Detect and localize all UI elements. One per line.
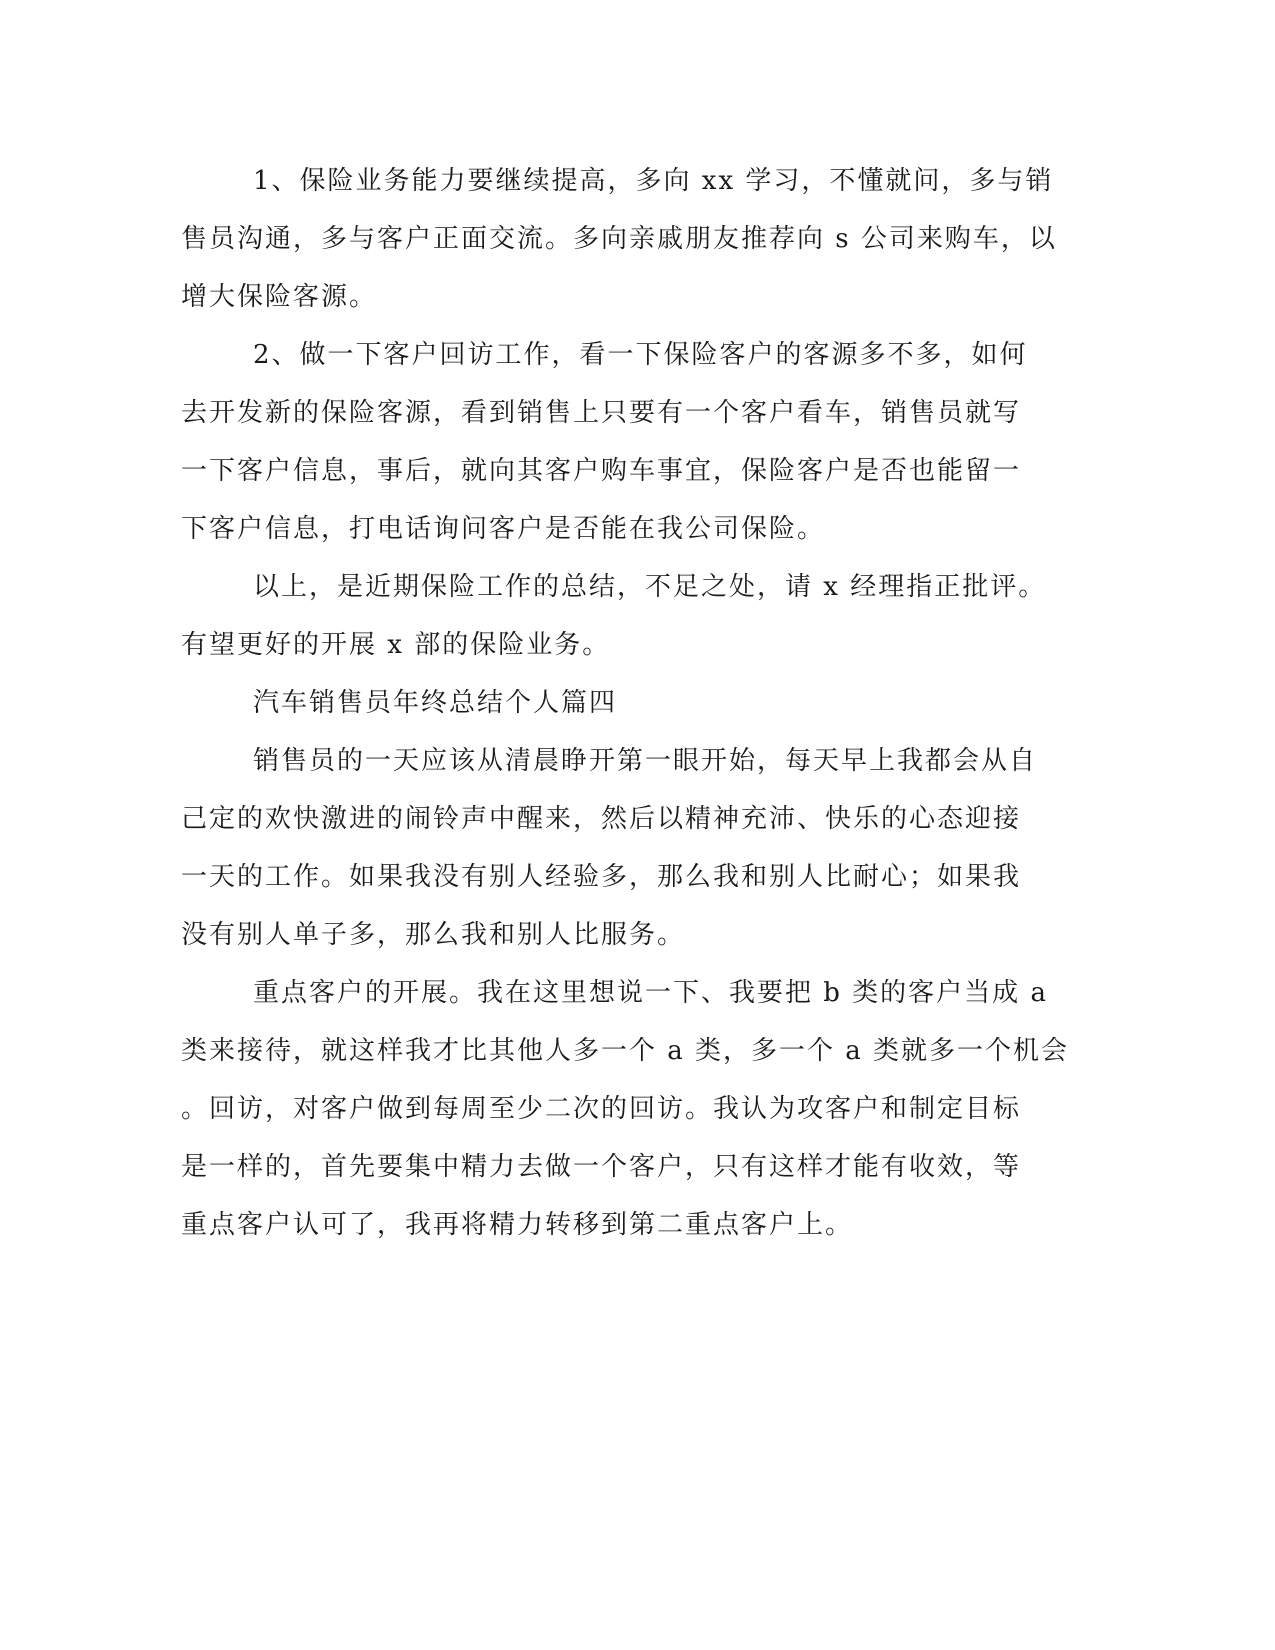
paragraph-line: 销售员的一天应该从清晨睁开第一眼开始，每天早上我都会从自	[253, 746, 1038, 776]
paragraph-line: 下客户信息，打电话询问客户是否能在我公司保险。	[181, 514, 826, 544]
paragraph-line: 己定的欢快激进的闹铃声中醒来，然后以精神充沛、快乐的心态迎接	[181, 804, 1022, 834]
paragraph-line: 。回访，对客户做到每周至少二次的回访。我认为攻客户和制定目标	[181, 1094, 1022, 1124]
paragraph-key-customers	[181, 964, 1070, 1254]
paragraph-customer-visits	[181, 326, 1041, 558]
paragraph-line: 是一样的，首先要集中精力去做一个客户，只有这样才能有收效，等	[181, 1152, 1022, 1182]
section-heading-text: 汽车销售员年终总结个人篇四	[253, 688, 618, 718]
paragraph-line: 重点客户的开展。我在这里想说一下、我要把 b 类的客户当成 a	[253, 978, 1048, 1008]
paragraph-line: 一下客户信息，事后，就向其客户购车事宜，保险客户是否也能留一	[181, 456, 1022, 486]
paragraph-line: 一天的工作。如果我没有别人经验多，那么我和别人比耐心；如果我	[181, 862, 1022, 892]
paragraph-line: 有望更好的开展 x 部的保险业务。	[181, 630, 611, 660]
paragraph-line: 2、做一下客户回访工作，看一下保险客户的客源多不多，如何	[253, 340, 1028, 370]
paragraph-line: 以上，是近期保险工作的总结，不足之处，请 x 经理指正批评。	[253, 572, 1047, 602]
paragraph-summary-closing	[181, 558, 1047, 674]
document-body	[181, 152, 1070, 1254]
paragraph-line: 增大保险客源。	[181, 282, 378, 312]
paragraph-line: 类来接待，就这样我才比其他人多一个 a 类，多一个 a 类就多一个机会	[181, 1036, 1070, 1066]
section-heading	[181, 674, 1041, 732]
paragraph-line: 没有别人单子多，那么我和别人比服务。	[181, 920, 686, 950]
paragraph-line: 售员沟通，多与客户正面交流。多向亲戚朋友推荐向 s 公司来购车，以	[181, 224, 1057, 254]
paragraph-insurance-ability	[181, 152, 1057, 326]
paragraph-line: 重点客户认可了，我再将精力转移到第二重点客户上。	[181, 1210, 854, 1240]
paragraph-line: 1、保险业务能力要继续提高，多向 xx 学习，不懂就问，多与销	[253, 166, 1054, 196]
paragraph-line: 去开发新的保险客源，看到销售上只要有一个客户看车，销售员就写	[181, 398, 1022, 428]
paragraph-daily-routine	[181, 732, 1041, 964]
